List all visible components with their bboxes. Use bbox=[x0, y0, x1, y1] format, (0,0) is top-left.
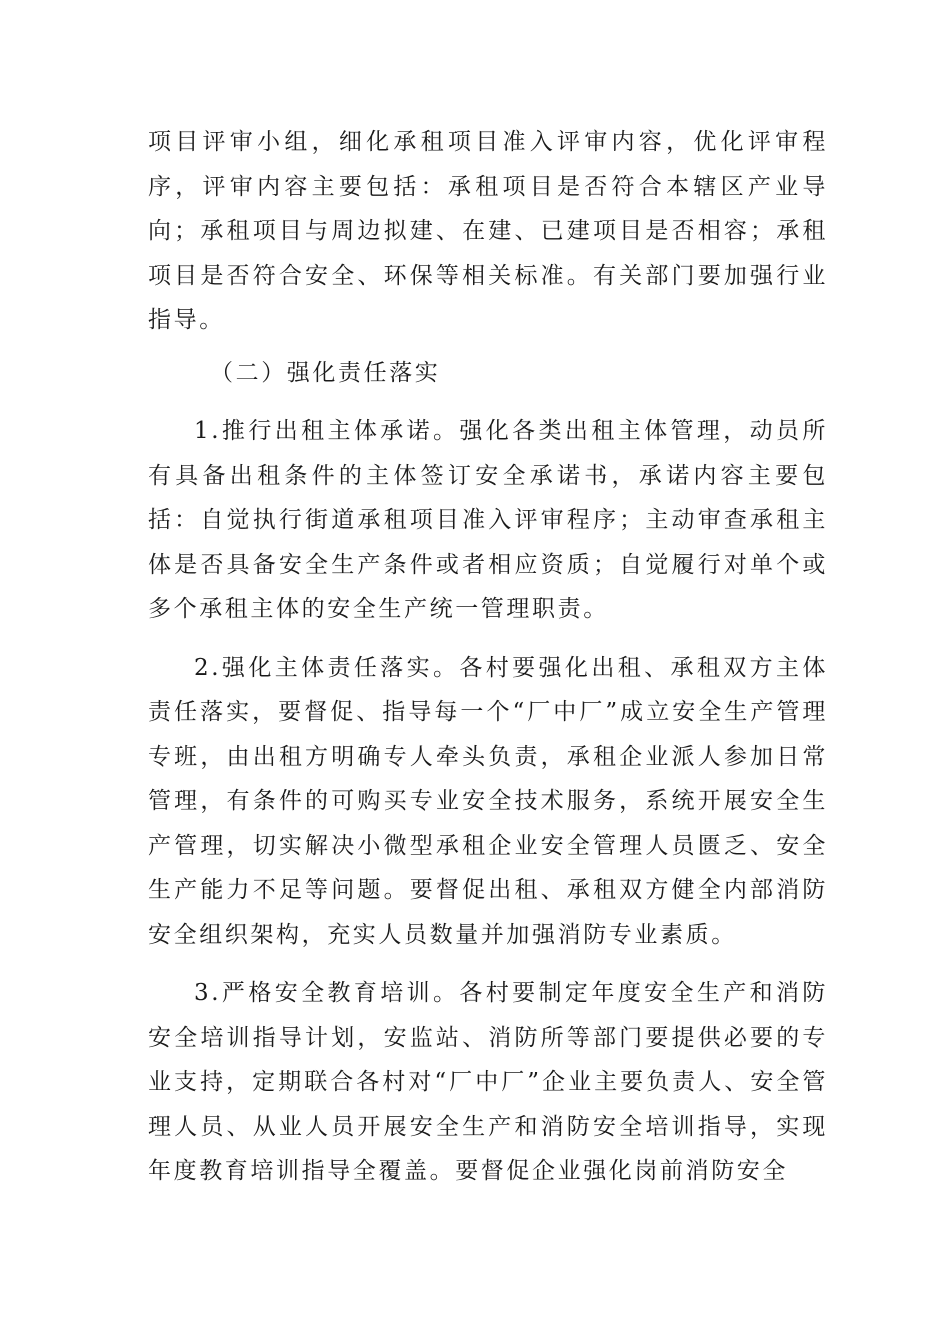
paragraph-item-1: 1.推行出租主体承诺。强化各类出租主体管理，动员所有具备出租条件的主体签订安全承诺书，承诺内容主要包括：自觉执行街道承租项目准入评审程序；主动审查承租主体是否具备安全生产条件或者相应资质；自觉履行对单个或多个承租主体的安全生产统一管理职责。 bbox=[148, 418, 828, 622]
paragraph-continuation: 项目评审小组，细化承租项目准入评审内容，优化评审程序，评审内容主要包括：承租项目是否符合本辖区产业导向；承租项目与周边拟建、在建、已建项目是否相容；承租项目是否符合安全、环保等相关标准。有关部门要加强行业指导。 bbox=[148, 129, 828, 333]
paragraph-item-3: 3.严格安全教育培训。各村要制定年度安全生产和消防安全培训指导计划，安监站、消防所等部门要提供必要的专业支持，定期联合各村对“厂中厂”企业主要负责人、安全管理人员、从业人员开展安全生产和消防安全培训指导，实现年度教育培训指导全覆盖。要督促企业强化岗前消防安全 bbox=[148, 980, 828, 1184]
document-body bbox=[148, 120, 828, 1194]
paragraph-item-2: 2.强化主体责任落实。各村要强化出租、承租双方主体责任落实，要督促、指导每一个“厂中厂”成立安全生产管理专班，由出租方明确专人牵头负责，承租企业派人参加日常管理，有条件的可购买专业安全技术服务，系统开展安全生产管理，切实解决小微型承租企业安全管理人员匮乏、安全生产能力不足等问题。要督促出租、承租双方健全内部消防安全组织架构，充实人员数量并加强消防专业素质。 bbox=[148, 654, 828, 948]
section-heading: （二）强化责任落实 bbox=[210, 359, 441, 386]
